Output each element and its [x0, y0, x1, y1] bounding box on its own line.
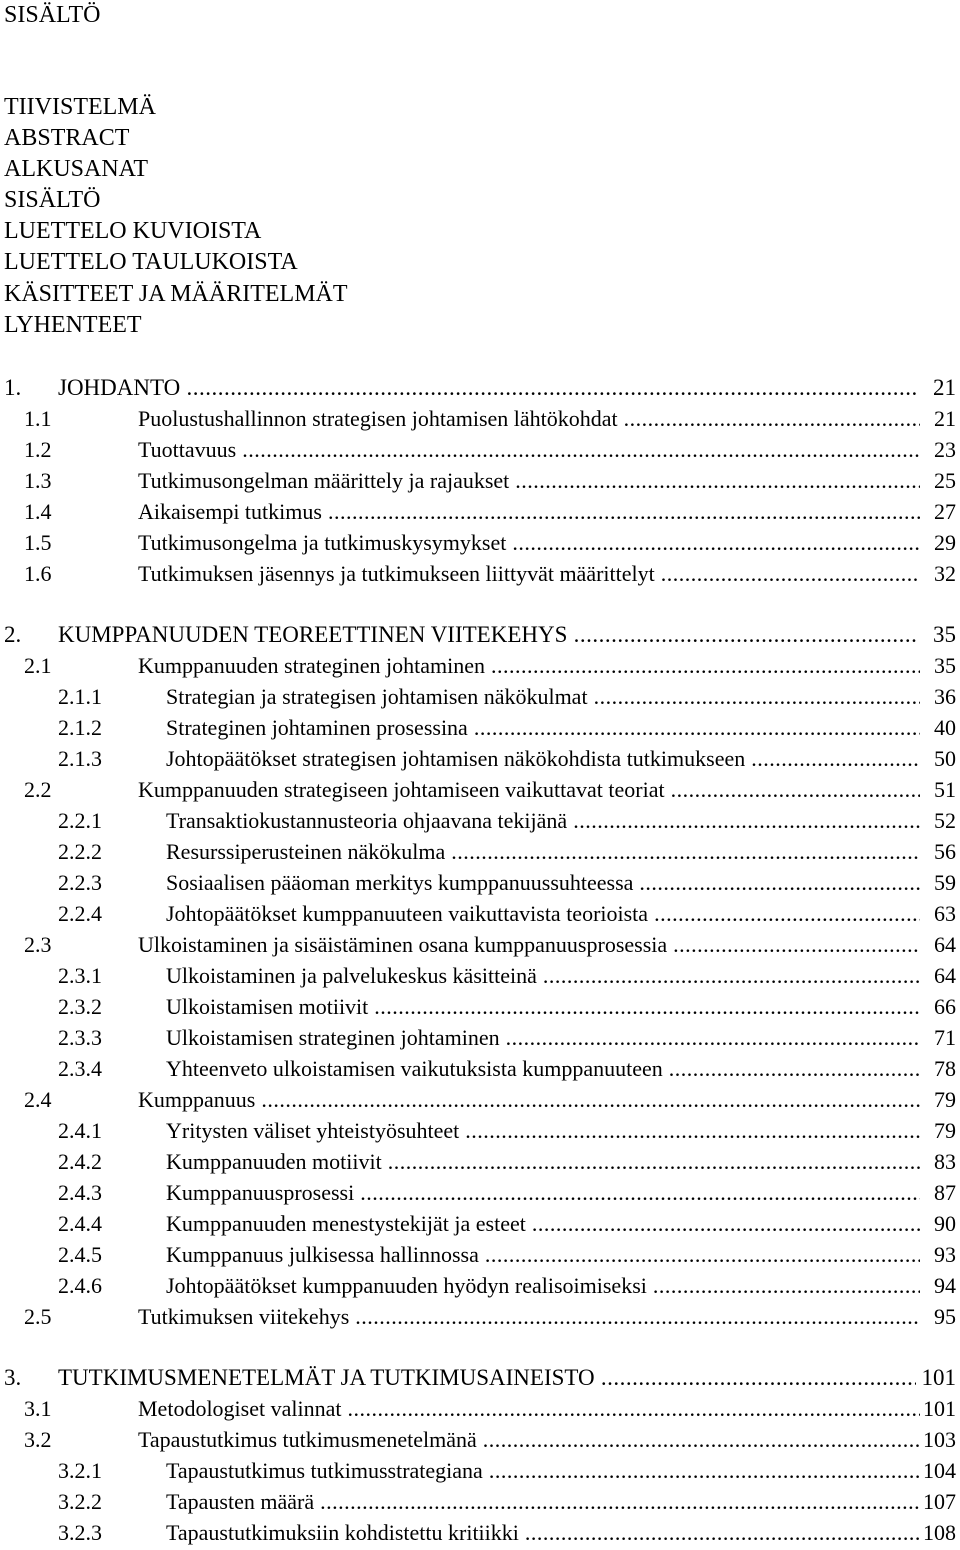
toc-entry-page: 101 — [921, 1365, 956, 1390]
front-matter-item: TIIVISTELMÄ — [4, 94, 156, 120]
toc-entry[interactable] — [0, 404, 960, 434]
toc-entry-title: Resurssiperusteinen näkökulma ..... — [166, 837, 920, 867]
toc-entry-page: 83 — [934, 1149, 956, 1174]
toc-entry-title: KUMPPANUUDEN TEOREETTINEN VIITEKEHYS ..... — [58, 620, 916, 650]
toc-entry-page: 23 — [934, 437, 956, 462]
toc-entry-title: Yritysten väliset yhteistyösuhteet ..... — [166, 1116, 920, 1146]
toc-entry-title: Transaktiokustannusteoria ohjaavana tekijänä ..... — [166, 806, 920, 836]
toc-entry-title: Strateginen johtaminen prosessina ..... — [166, 713, 920, 743]
toc-entry-page: 21 — [933, 375, 956, 400]
toc-entry-number: 1.5 — [24, 530, 52, 555]
toc-entry-page: 56 — [934, 839, 956, 864]
toc-entry[interactable] — [0, 1487, 960, 1517]
toc-entry-page: 51 — [934, 777, 956, 802]
toc-entry-title: Kumppanuusprosessi ..... — [166, 1178, 920, 1208]
toc-entry-page: 87 — [934, 1180, 956, 1205]
toc-entry-title: Strategian ja strategisen johtamisen näkökulmat ..... — [166, 682, 920, 712]
toc-entry[interactable] — [0, 1302, 960, 1332]
toc-entry-page: 71 — [934, 1025, 956, 1050]
toc-entry-number: 2.2.3 — [58, 870, 102, 895]
toc-entry-page: 78 — [934, 1056, 956, 1081]
toc-entry-page: 27 — [934, 499, 956, 524]
toc-entry-page: 29 — [934, 530, 956, 555]
toc-entry[interactable] — [0, 1518, 960, 1548]
toc-entry-number: 2.4.6 — [58, 1273, 102, 1298]
toc-entry-number: 1.4 — [24, 499, 52, 524]
toc-entry-title: Tapaustutkimus tutkimusstrategiana ..... — [166, 1456, 920, 1486]
toc-entry-number: 1.2 — [24, 437, 52, 462]
toc-entry[interactable] — [0, 435, 960, 465]
toc-entry-page: 50 — [934, 746, 956, 771]
toc-entry[interactable] — [0, 373, 960, 403]
toc-entry-number: 1. — [4, 375, 22, 400]
toc-entry[interactable] — [0, 1363, 960, 1393]
front-matter-item: ABSTRACT — [4, 125, 130, 152]
toc-entry-number: 2.4.3 — [58, 1180, 102, 1205]
toc-entry-page: 104 — [923, 1458, 956, 1483]
toc-entry-title: Tutkimusongelman määrittely ja rajaukset ..... — [138, 466, 920, 496]
toc-entry-title: Kumppanuuden strategiseen johtamiseen vaikuttavat teoriat ..... — [138, 775, 920, 805]
toc-entry[interactable] — [0, 466, 960, 496]
toc-entry-title: Tutkimuksen viitekehys ..... — [138, 1302, 920, 1332]
toc-entry[interactable] — [0, 961, 960, 991]
toc-entry[interactable] — [0, 806, 960, 836]
toc-entry-page: 79 — [934, 1118, 956, 1143]
toc-entry-number: 2.3.1 — [58, 963, 102, 988]
toc-entry-title: Ulkoistamisen motiivit ..... — [166, 992, 920, 1022]
toc-entry-title: Tapaustutkimus tutkimusmenetelmänä ..... — [138, 1425, 920, 1455]
toc-entry-title: Tutkimuksen jäsennys ja tutkimukseen liittyvät määrittelyt ..... — [138, 559, 920, 589]
toc-entry[interactable] — [0, 559, 960, 589]
toc-entry-page: 32 — [934, 561, 956, 586]
toc-entry-title: Yhteenveto ulkoistamisen vaikutuksista kumppanuuteen ..... — [166, 1054, 920, 1084]
toc-entry-number: 2.2.1 — [58, 808, 102, 833]
toc-entry-title: Kumppanuuden menestystekijät ja esteet ..... — [166, 1209, 920, 1239]
toc-entry-page: 59 — [934, 870, 956, 895]
toc-entry-number: 2.1.3 — [58, 746, 102, 771]
toc-entry[interactable] — [0, 1456, 960, 1486]
toc-entry-title: Kumppanuus julkisessa hallinnossa ..... — [166, 1240, 920, 1270]
toc-entry[interactable] — [0, 930, 960, 960]
toc-entry[interactable] — [0, 1394, 960, 1424]
toc-entry[interactable] — [0, 1147, 960, 1177]
toc-entry[interactable] — [0, 497, 960, 527]
page-title: SISÄLTÖ — [4, 2, 101, 28]
toc-entry-page: 36 — [934, 684, 956, 709]
toc-entry-page: 95 — [934, 1304, 956, 1329]
toc-entry[interactable] — [0, 837, 960, 867]
toc-entry[interactable] — [0, 775, 960, 805]
toc-entry-page: 21 — [934, 406, 956, 431]
toc-entry[interactable] — [0, 992, 960, 1022]
toc-entry-number: 1.1 — [24, 406, 52, 431]
toc-entry-number: 2.4.5 — [58, 1242, 102, 1267]
toc-entry-page: 40 — [934, 715, 956, 740]
toc-entry-page: 52 — [934, 808, 956, 833]
toc-entry-number: 2.4.2 — [58, 1149, 102, 1174]
toc-entry[interactable] — [0, 1425, 960, 1455]
toc-entry-title: Tapaustutkimuksiin kohdistettu kritiikki ..... — [166, 1518, 920, 1548]
toc-entry-number: 2.2.4 — [58, 901, 102, 926]
toc-entry-title: Kumppanuuden motiivit ..... — [166, 1147, 920, 1177]
toc-entry[interactable] — [0, 1240, 960, 1270]
toc-entry-page: 63 — [934, 901, 956, 926]
front-matter-item: KÄSITTEET JA MÄÄRITELMÄT — [4, 280, 348, 307]
toc-entry-number: 1.3 — [24, 468, 52, 493]
toc-entry-number: 3.2.3 — [58, 1520, 102, 1545]
toc-entry-number: 3. — [4, 1365, 22, 1390]
toc-entry[interactable] — [0, 1116, 960, 1146]
toc-entry-title: Johtopäätökset kumppanuuden hyödyn realisoimiseksi ..... — [166, 1271, 920, 1301]
toc-entry[interactable] — [0, 528, 960, 558]
toc-entry-number: 2.3.3 — [58, 1025, 102, 1050]
toc-entry-page: 101 — [923, 1396, 956, 1421]
front-matter-item: LYHENTEET — [4, 311, 142, 338]
toc-entry-page: 103 — [923, 1427, 956, 1452]
toc-entry[interactable] — [0, 713, 960, 743]
toc-entry-title: Ulkoistaminen ja sisäistäminen osana kumppanuusprosessia ..... — [138, 930, 920, 960]
toc-entry-page: 107 — [923, 1489, 956, 1514]
toc-entry-title: Tuottavuus ..... — [138, 435, 920, 465]
toc-entry-title: JOHDANTO ..... — [58, 373, 916, 403]
toc-entry-number: 2.1.1 — [58, 684, 102, 709]
toc-entry-number: 2.5 — [24, 1304, 52, 1329]
toc-entry-number: 1.6 — [24, 561, 52, 586]
toc-entry-page: 66 — [934, 994, 956, 1019]
toc-entry-title: Kumppanuus ..... — [138, 1085, 920, 1115]
toc-entry-page: 64 — [934, 932, 956, 957]
toc-entry[interactable] — [0, 1085, 960, 1115]
toc-entry-number: 2.3.2 — [58, 994, 102, 1019]
front-matter-item: ALKUSANAT — [4, 156, 148, 183]
toc-entry-page: 108 — [923, 1520, 956, 1545]
toc-entry-title: Kumppanuuden strateginen johtaminen ..... — [138, 651, 920, 681]
front-matter-list — [4, 92, 348, 341]
toc-entry[interactable] — [0, 651, 960, 681]
toc-entry[interactable] — [0, 1271, 960, 1301]
toc-entry[interactable] — [0, 1209, 960, 1239]
front-matter-item: LUETTELO TAULUKOISTA — [4, 249, 298, 276]
toc-entry-number: 2.3.4 — [58, 1056, 102, 1081]
toc-entry-number: 2.4.4 — [58, 1211, 102, 1236]
toc-entry-title: Johtopäätökset kumppanuuteen vaikuttavista teorioista ..... — [166, 899, 920, 929]
toc-entry-title: Johtopäätökset strategisen johtamisen näkökohdista tutkimukseen ..... — [166, 744, 920, 774]
toc-entry-page: 64 — [934, 963, 956, 988]
toc-entry-title: Ulkoistaminen ja palvelukeskus käsitteinä ..... — [166, 961, 920, 991]
toc-entry-title: Puolustushallinnon strategisen johtamisen lähtökohdat ..... — [138, 404, 920, 434]
toc-entry-page: 35 — [934, 653, 956, 678]
toc-entry[interactable] — [0, 682, 960, 712]
toc-entry-number: 2.2 — [24, 777, 52, 802]
toc-entry-page: 79 — [934, 1087, 956, 1112]
toc-entry[interactable] — [0, 620, 960, 650]
toc-entry-title: Tapausten määrä ..... — [166, 1487, 920, 1517]
toc-entry[interactable] — [0, 1054, 960, 1084]
toc-entry-title: TUTKIMUSMENETELMÄT JA TUTKIMUSAINEISTO ..... — [58, 1363, 916, 1393]
toc-entry-number: 2.3 — [24, 932, 52, 957]
toc-entry[interactable] — [0, 868, 960, 898]
toc-entry-number: 3.2.1 — [58, 1458, 102, 1483]
toc-entry-page: 90 — [934, 1211, 956, 1236]
toc-entry-title: Sosiaalisen pääoman merkitys kumppanuussuhteessa ..... — [166, 868, 920, 898]
toc-entry-page: 94 — [934, 1273, 956, 1298]
toc-entry-title: Aikaisempi tutkimus ..... — [138, 497, 920, 527]
toc-entry[interactable] — [0, 899, 960, 929]
front-matter-item: SISÄLTÖ — [4, 187, 101, 214]
toc-entry-number: 2.1 — [24, 653, 52, 678]
front-matter-item: LUETTELO KUVIOISTA — [4, 218, 262, 245]
toc-entry-title: Metodologiset valinnat ..... — [138, 1394, 920, 1424]
toc-entry[interactable] — [0, 744, 960, 774]
toc-entry-number: 2.1.2 — [58, 715, 102, 740]
toc-entry[interactable] — [0, 1023, 960, 1053]
toc-entry-number: 3.2 — [24, 1427, 52, 1452]
toc-entry[interactable] — [0, 1178, 960, 1208]
toc-entry-number: 2.4 — [24, 1087, 52, 1112]
toc-entry-title: Tutkimusongelma ja tutkimuskysymykset ..... — [138, 528, 920, 558]
toc-entry-page: 93 — [934, 1242, 956, 1267]
toc-entry-page: 25 — [934, 468, 956, 493]
toc-entry-title: Ulkoistamisen strateginen johtaminen ..... — [166, 1023, 920, 1053]
toc-entry-number: 2. — [4, 622, 22, 647]
toc-entry-number: 3.2.2 — [58, 1489, 102, 1514]
toc-entry-number: 2.2.2 — [58, 839, 102, 864]
toc-entry-number: 2.4.1 — [58, 1118, 102, 1143]
toc-entry-number: 3.1 — [24, 1396, 52, 1421]
toc-entry-page: 35 — [933, 622, 956, 647]
